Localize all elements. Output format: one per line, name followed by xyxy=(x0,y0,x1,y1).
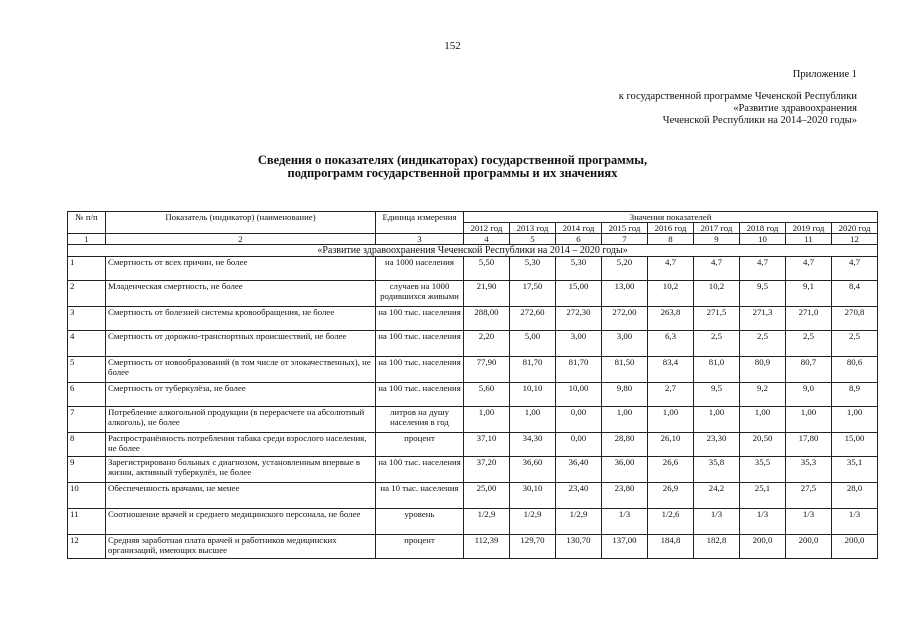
header-year: 2016 год xyxy=(648,223,694,234)
indicator-value: 1/2,9 xyxy=(510,509,556,535)
indicator-value: 4,7 xyxy=(648,257,694,281)
indicator-value: 1/3 xyxy=(602,509,648,535)
indicator-value: 2,5 xyxy=(694,331,740,357)
row-number: 5 xyxy=(68,357,106,383)
indicator-value: 15,00 xyxy=(832,433,878,457)
indicator-value: 2,5 xyxy=(786,331,832,357)
unit-of-measure: уровень xyxy=(376,509,464,535)
indicator-value: 130,70 xyxy=(556,535,602,559)
indicator-name: Смертность от дорожно-транспортных происшествий, не более xyxy=(106,331,376,357)
appendix-title: Приложение 1 xyxy=(792,69,857,80)
indicator-name: Средняя заработная плата врачей и работников медицинских организаций, имеющих высшее xyxy=(106,535,376,559)
indicator-name: Смертность от туберкулёза, не более xyxy=(106,383,376,407)
indicator-value: 272,00 xyxy=(602,307,648,331)
section-title: «Развитие здравоохранения Чеченской Республики на 2014 – 2020 годы» xyxy=(68,245,878,257)
indicator-value: 1,00 xyxy=(510,407,556,433)
header-year: 2020 год xyxy=(832,223,878,234)
indicator-value: 25,00 xyxy=(464,483,510,509)
column-number: 3 xyxy=(376,234,464,245)
row-number: 9 xyxy=(68,457,106,483)
row-number: 7 xyxy=(68,407,106,433)
indicator-name: Смертность от всех причин, не более xyxy=(106,257,376,281)
document-title xyxy=(0,154,905,180)
indicator-value: 1,00 xyxy=(464,407,510,433)
indicator-value: 272,30 xyxy=(556,307,602,331)
header-unit: Единица измерения xyxy=(376,212,464,234)
indicator-value: 2,5 xyxy=(740,331,786,357)
column-number: 7 xyxy=(602,234,648,245)
row-number: 4 xyxy=(68,331,106,357)
indicator-value: 0,00 xyxy=(556,433,602,457)
indicator-value: 10,2 xyxy=(648,281,694,307)
indicator-value: 1/2,9 xyxy=(556,509,602,535)
indicator-value: 36,60 xyxy=(510,457,556,483)
indicator-value: 1/2,6 xyxy=(648,509,694,535)
indicator-value: 34,30 xyxy=(510,433,556,457)
table-row xyxy=(68,535,878,559)
indicator-name: Смертность от новообразований (в том числе от злокачественных), не более xyxy=(106,357,376,383)
indicator-value: 9,0 xyxy=(786,383,832,407)
document-title-line: подпрограмм государственной программы и их значениях xyxy=(287,166,618,180)
indicator-value: 8,4 xyxy=(832,281,878,307)
indicator-value: 182,8 xyxy=(694,535,740,559)
table-row xyxy=(68,383,878,407)
row-number: 3 xyxy=(68,307,106,331)
indicator-value: 9,5 xyxy=(740,281,786,307)
indicator-value: 80,7 xyxy=(786,357,832,383)
indicator-value: 270,8 xyxy=(832,307,878,331)
table-row xyxy=(68,483,878,509)
indicator-value: 17,50 xyxy=(510,281,556,307)
indicator-value: 23,40 xyxy=(556,483,602,509)
table-row xyxy=(68,281,878,307)
indicator-value: 10,2 xyxy=(694,281,740,307)
indicator-value: 81,50 xyxy=(602,357,648,383)
document-title-line: Сведения о показателях (индикаторах) государственной программы, xyxy=(257,153,648,167)
indicator-value: 271,3 xyxy=(740,307,786,331)
table-row xyxy=(68,433,878,457)
header-year: 2014 год xyxy=(556,223,602,234)
indicator-value: 17,80 xyxy=(786,433,832,457)
indicator-value: 1/3 xyxy=(694,509,740,535)
indicator-value: 271,5 xyxy=(694,307,740,331)
indicator-value: 272,60 xyxy=(510,307,556,331)
indicator-value: 35,3 xyxy=(786,457,832,483)
indicator-value: 24,2 xyxy=(694,483,740,509)
header-values: Значения показателей xyxy=(464,212,878,223)
indicator-value: 4,7 xyxy=(786,257,832,281)
indicator-value: 83,4 xyxy=(648,357,694,383)
indicator-value: 1,00 xyxy=(694,407,740,433)
indicator-value: 25,1 xyxy=(740,483,786,509)
indicator-name: Обеспеченность врачами, не менее xyxy=(106,483,376,509)
indicator-value: 37,10 xyxy=(464,433,510,457)
indicator-value: 1,00 xyxy=(832,407,878,433)
indicator-value: 28,0 xyxy=(832,483,878,509)
indicator-value: 0,00 xyxy=(556,407,602,433)
table-row xyxy=(68,509,878,535)
column-number: 8 xyxy=(648,234,694,245)
indicator-value: 5,60 xyxy=(464,383,510,407)
indicator-value: 36,00 xyxy=(602,457,648,483)
indicator-value: 1/3 xyxy=(786,509,832,535)
unit-of-measure: на 100 тыс. населения xyxy=(376,307,464,331)
table-row xyxy=(68,331,878,357)
indicator-name: Потребление алкогольной продукции (в перерасчете на абсолютный алкоголь), не более xyxy=(106,407,376,433)
indicator-value: 3,00 xyxy=(602,331,648,357)
appendix-line: «Развитие здравоохранения xyxy=(733,103,857,114)
column-number: 9 xyxy=(694,234,740,245)
appendix-line: Чеченской Республики на 2014–2020 годы» xyxy=(662,115,857,126)
column-number: 4 xyxy=(464,234,510,245)
indicator-value: 200,0 xyxy=(740,535,786,559)
indicator-value: 30,10 xyxy=(510,483,556,509)
indicator-value: 23,30 xyxy=(694,433,740,457)
indicator-value: 15,00 xyxy=(556,281,602,307)
column-numbers-row xyxy=(68,234,878,245)
column-number: 10 xyxy=(740,234,786,245)
column-number: 6 xyxy=(556,234,602,245)
indicator-value: 112,39 xyxy=(464,535,510,559)
header-name: Показатель (индикатор) (наименование) xyxy=(106,212,376,234)
indicator-value: 9,1 xyxy=(786,281,832,307)
section-row xyxy=(68,245,878,257)
indicator-value: 80,6 xyxy=(832,357,878,383)
indicator-value: 28,80 xyxy=(602,433,648,457)
unit-of-measure: на 100 тыс. населения xyxy=(376,357,464,383)
indicator-value: 1/2,9 xyxy=(464,509,510,535)
indicator-value: 1,00 xyxy=(740,407,786,433)
indicator-value: 80,9 xyxy=(740,357,786,383)
table-row xyxy=(68,457,878,483)
indicator-value: 2,5 xyxy=(832,331,878,357)
indicator-name: Соотношение врачей и среднего медицинского персонала, не более xyxy=(106,509,376,535)
header-row xyxy=(68,212,878,223)
indicator-value: 184,8 xyxy=(648,535,694,559)
indicator-name: Смертность от болезней системы кровообращения, не более xyxy=(106,307,376,331)
row-number: 2 xyxy=(68,281,106,307)
unit-of-measure: процент xyxy=(376,535,464,559)
column-number: 2 xyxy=(106,234,376,245)
indicator-value: 271,0 xyxy=(786,307,832,331)
row-number: 12 xyxy=(68,535,106,559)
indicator-value: 81,70 xyxy=(556,357,602,383)
indicator-value: 35,1 xyxy=(832,457,878,483)
indicator-name: Распространённость потребления табака среди взрослого населения, не более xyxy=(106,433,376,457)
indicator-value: 2,20 xyxy=(464,331,510,357)
indicator-value: 13,00 xyxy=(602,281,648,307)
indicator-value: 77,90 xyxy=(464,357,510,383)
indicator-value: 9,2 xyxy=(740,383,786,407)
page-number: 152 xyxy=(444,40,461,52)
table-row xyxy=(68,307,878,331)
indicator-value: 263,8 xyxy=(648,307,694,331)
row-number: 6 xyxy=(68,383,106,407)
indicator-value: 1,00 xyxy=(602,407,648,433)
column-number: 1 xyxy=(68,234,106,245)
indicator-value: 5,00 xyxy=(510,331,556,357)
unit-of-measure: случаев на 1000 родившихся живыми xyxy=(376,281,464,307)
indicator-value: 137,00 xyxy=(602,535,648,559)
unit-of-measure: на 100 тыс. населения xyxy=(376,383,464,407)
table-row xyxy=(68,407,878,433)
indicator-value: 1,00 xyxy=(786,407,832,433)
indicator-value: 26,10 xyxy=(648,433,694,457)
indicator-value: 129,70 xyxy=(510,535,556,559)
indicator-value: 1/3 xyxy=(832,509,878,535)
header-year: 2019 год xyxy=(786,223,832,234)
appendix-block xyxy=(619,69,857,127)
indicator-value: 37,20 xyxy=(464,457,510,483)
indicator-value: 36,40 xyxy=(556,457,602,483)
indicator-value: 1/3 xyxy=(740,509,786,535)
unit-of-measure: на 100 тыс. населения xyxy=(376,457,464,483)
indicators-table xyxy=(67,211,878,559)
indicator-value: 20,50 xyxy=(740,433,786,457)
indicator-value: 5,50 xyxy=(464,257,510,281)
column-number: 12 xyxy=(832,234,878,245)
indicator-value: 35,5 xyxy=(740,457,786,483)
indicator-value: 200,0 xyxy=(786,535,832,559)
row-number: 1 xyxy=(68,257,106,281)
unit-of-measure: процент xyxy=(376,433,464,457)
indicator-value: 81,70 xyxy=(510,357,556,383)
header-year: 2017 год xyxy=(694,223,740,234)
table-row xyxy=(68,257,878,281)
indicator-value: 2,7 xyxy=(648,383,694,407)
column-number: 11 xyxy=(786,234,832,245)
indicator-value: 10,00 xyxy=(556,383,602,407)
unit-of-measure: на 10 тыс. населения xyxy=(376,483,464,509)
unit-of-measure: на 1000 населения xyxy=(376,257,464,281)
indicator-value: 3,00 xyxy=(556,331,602,357)
indicator-value: 200,0 xyxy=(832,535,878,559)
column-number: 5 xyxy=(510,234,556,245)
indicator-value: 8,9 xyxy=(832,383,878,407)
indicator-value: 6,3 xyxy=(648,331,694,357)
indicator-name: Младенческая смертность, не более xyxy=(106,281,376,307)
header-num: № п/п xyxy=(68,212,106,234)
indicator-value: 26,9 xyxy=(648,483,694,509)
row-number: 11 xyxy=(68,509,106,535)
indicator-value: 10,10 xyxy=(510,383,556,407)
indicator-value: 4,7 xyxy=(694,257,740,281)
table-row xyxy=(68,357,878,383)
indicator-value: 4,7 xyxy=(740,257,786,281)
header-year: 2018 год xyxy=(740,223,786,234)
row-number: 10 xyxy=(68,483,106,509)
unit-of-measure: литров на душу населения в год xyxy=(376,407,464,433)
indicator-value: 5,30 xyxy=(556,257,602,281)
indicator-value: 5,20 xyxy=(602,257,648,281)
header-year: 2013 год xyxy=(510,223,556,234)
appendix-line: к государственной программе Чеченской Республики xyxy=(618,91,857,102)
indicator-value: 81,0 xyxy=(694,357,740,383)
unit-of-measure: на 100 тыс. населения xyxy=(376,331,464,357)
indicator-value: 4,7 xyxy=(832,257,878,281)
table-body xyxy=(68,245,878,559)
indicator-value: 9,5 xyxy=(694,383,740,407)
header-year: 2012 год xyxy=(464,223,510,234)
header-year: 2015 год xyxy=(602,223,648,234)
indicator-value: 21,90 xyxy=(464,281,510,307)
indicator-value: 1,00 xyxy=(648,407,694,433)
indicator-name: Зарегистрировано больных с диагнозом, установленным впервые в жизни, активный туберкулёз, не более xyxy=(106,457,376,483)
indicator-value: 288,00 xyxy=(464,307,510,331)
indicator-value: 23,80 xyxy=(602,483,648,509)
indicator-value: 27,5 xyxy=(786,483,832,509)
indicator-value: 5,30 xyxy=(510,257,556,281)
indicator-value: 35,8 xyxy=(694,457,740,483)
indicator-value: 26,6 xyxy=(648,457,694,483)
indicator-value: 9,80 xyxy=(602,383,648,407)
row-number: 8 xyxy=(68,433,106,457)
